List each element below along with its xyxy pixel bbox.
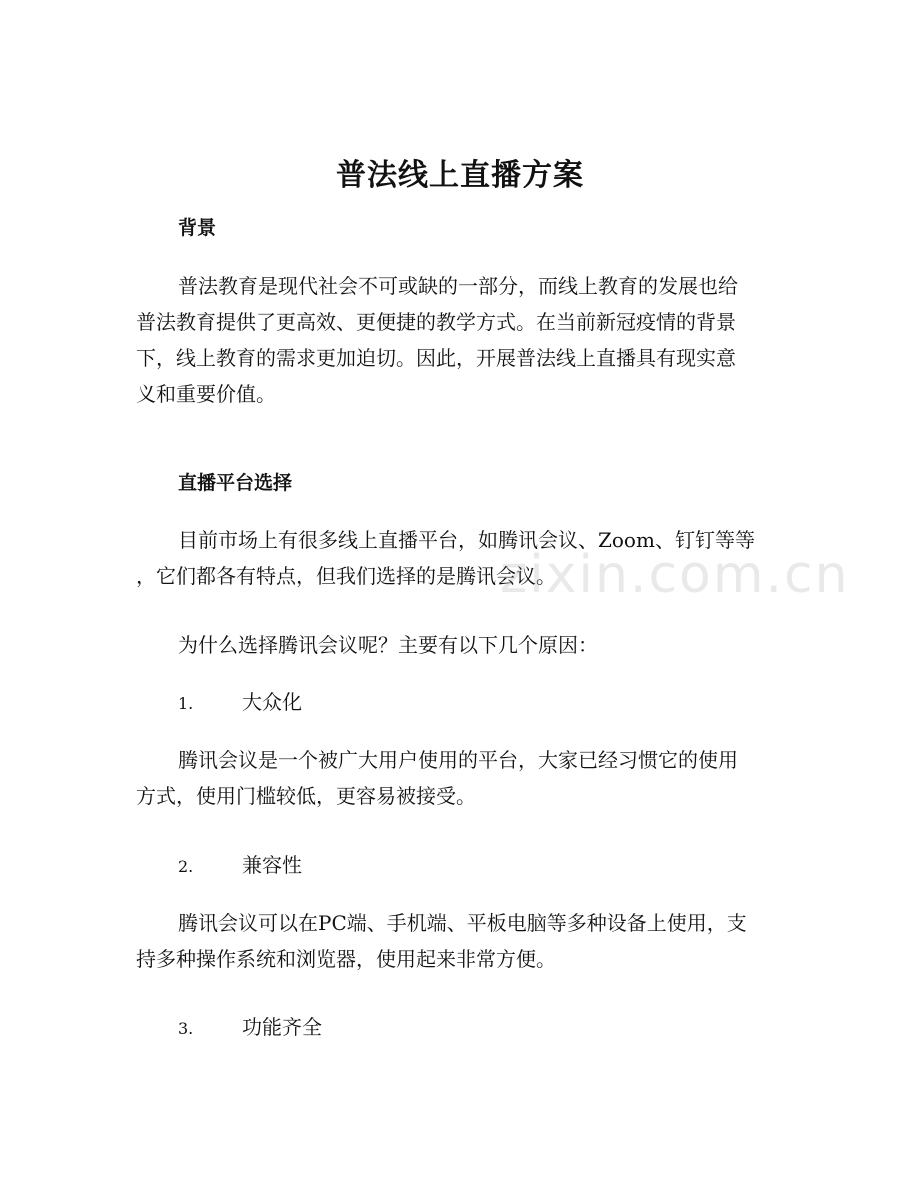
list-item-3 (178, 1011, 322, 1045)
section-heading-platform: 直播平台选择 (178, 472, 293, 494)
paragraph-line: 普法教育是现代社会不可或缺的一部分，而线上教育的发展也给 (178, 274, 738, 298)
list-number: 3. (178, 1019, 194, 1038)
list-label: 功能齐全 (242, 1015, 322, 1039)
paragraph-item-2 (136, 905, 786, 977)
paragraph-line: 目前市场上有很多线上直播平台，如腾讯会议、Zoom、钉钉等等 (178, 528, 755, 552)
document-title: 普法线上直播方案 (336, 158, 584, 193)
paragraph-question (136, 627, 786, 663)
paragraph-line: 为什么选择腾讯会议呢？主要有以下几个原因： (178, 633, 598, 657)
list-number: 1. (178, 694, 194, 713)
list-label: 大众化 (242, 690, 302, 714)
list-item-1 (178, 686, 302, 720)
paragraph-background (136, 268, 786, 412)
paragraph-line: 方式，使用门槛较低，更容易被接受。 (136, 784, 476, 808)
list-number: 2. (178, 857, 194, 876)
list-item-2 (178, 849, 302, 883)
paragraph-line: 腾讯会议是一个被广大用户使用的平台，大家已经习惯它的使用 (178, 748, 738, 772)
paragraph-line: 义和重要价值。 (136, 382, 276, 406)
section-heading-background: 背景 (178, 217, 217, 239)
paragraph-line: 下，线上教育的需求更加迫切。因此，开展普法线上直播具有现实意 (136, 346, 736, 370)
watermark: zixin.com.cn (500, 545, 850, 605)
paragraph-item-1 (136, 742, 786, 814)
paragraph-line: 持多种操作系统和浏览器，使用起来非常方便。 (136, 947, 556, 971)
paragraph-line: ，它们都各有特点，但我们选择的是腾讯会议。 (136, 564, 556, 588)
list-label: 兼容性 (242, 853, 302, 877)
paragraph-line: 普法教育提供了更高效、更便捷的教学方式。在当前新冠疫情的背景 (136, 310, 736, 334)
paragraph-line: 腾讯会议可以在PC端、手机端、平板电脑等多种设备上使用，支 (178, 911, 747, 935)
